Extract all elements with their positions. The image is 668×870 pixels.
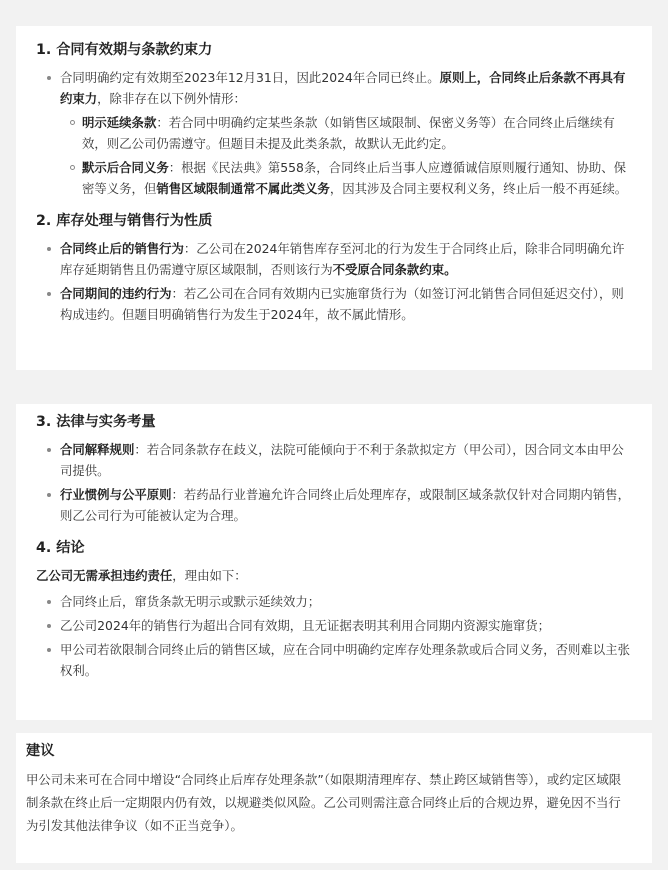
text: 甲公司若欲限制合同终止后的销售区域，应在合同中明确约定库存处理条款或后合同义务，否则难以主张权利。 bbox=[60, 642, 630, 678]
text: ：若合同中明确约定某些条款（如销售区域限制、保密义务等）在合同终止后继续有效，则乙公司仍需遵守。但题目未提及此类条款，故默认无此约定。 bbox=[82, 115, 615, 151]
bold-text: 明示延续条款 bbox=[82, 115, 157, 130]
heading-legal: 3. 法律与实务考量 bbox=[36, 414, 156, 430]
heading-validity: 1. 合同有效期与条款约束力 bbox=[36, 42, 213, 58]
bold-text: 行业惯例与公平原则 bbox=[60, 487, 172, 502]
section-card-3 bbox=[16, 733, 652, 863]
text: ：根据《民法典》第558条，合同终止后当事人应遵循诚信原则履行通知、协助、保密等义务，但 bbox=[82, 160, 627, 196]
text: ：若药品行业普遍允许合同终止后处理库存，或限制区域条款仅针对合同期内销售，则乙公司行为可能被认定为合理。 bbox=[60, 487, 630, 523]
section-card-1 bbox=[16, 26, 652, 370]
text: 乙公司2024年的销售行为超出合同有效期，且无证据表明其利用合同期内资源实施窜货； bbox=[60, 618, 550, 633]
sublist-exceptions bbox=[60, 112, 630, 199]
list-item bbox=[36, 283, 630, 325]
bold-text: 合同期间的违约行为 bbox=[60, 286, 172, 301]
list-item bbox=[60, 157, 630, 199]
bold-text: 销售区域限制通常不属此类义务 bbox=[156, 181, 330, 196]
suggestion-text: 甲公司未来可在合同中增设“合同终止后库存处理条款”（如限期清理库存、禁止跨区域销售等），或约定区域限制条款在终止后一定期限内仍有效，以规避类似风险。乙公司则需注意合同终止后的合规边界，避免因不当行为引发其他法律争议（如不正当竞争）。 bbox=[26, 772, 622, 833]
text: ，除非存在以下例外情形： bbox=[97, 91, 246, 106]
list-item bbox=[36, 484, 630, 526]
conclusion-lead bbox=[36, 565, 630, 586]
bold-text: 乙公司无需承担违约责任 bbox=[36, 568, 173, 583]
bold-text: 默示后合同义务 bbox=[82, 160, 169, 175]
list-item bbox=[36, 639, 630, 681]
list-inventory bbox=[36, 238, 630, 325]
list-conclusion bbox=[36, 591, 630, 681]
list-legal bbox=[36, 439, 630, 526]
bold-text: 合同解释规则 bbox=[60, 442, 135, 457]
bold-text: 不受原合同条款约束。 bbox=[332, 262, 457, 277]
text: ，因其涉及合同主要权利义务，终止后一般不再延续。 bbox=[329, 181, 628, 196]
list-item bbox=[36, 439, 630, 481]
list-item bbox=[36, 591, 630, 612]
list-item bbox=[36, 67, 630, 199]
list-item bbox=[60, 112, 630, 154]
list-item bbox=[36, 238, 630, 280]
text: ：乙公司在2024年销售库存至河北的行为发生于合同终止后，除非合同明确允许库存延期销售且仍需遵守原区域限制，否则该行为 bbox=[60, 241, 625, 277]
text: ：若乙公司在合同有效期内已实施窜货行为（如签订河北销售合同但延迟交付），则构成违约。但题目明确销售行为发生于2024年，故不属此情形。 bbox=[60, 286, 624, 322]
bold-text: 原则上，合同终止后条款不再具有约束力 bbox=[60, 70, 626, 106]
text: ：若合同条款存在歧义，法院可能倾向于不利于条款拟定方（甲公司），因合同文本由甲公司提供。 bbox=[60, 442, 624, 478]
heading-inventory: 2. 库存处理与销售行为性质 bbox=[36, 213, 213, 229]
heading-suggestion: 建议 bbox=[26, 743, 55, 759]
section-card-2 bbox=[16, 404, 652, 720]
text: 合同终止后，窜货条款无明示或默示延续效力； bbox=[60, 594, 321, 609]
list-item bbox=[36, 615, 630, 636]
text: ，理由如下： bbox=[172, 568, 247, 583]
heading-conclusion: 4. 结论 bbox=[36, 540, 85, 556]
text: 合同明确约定有效期至2023年12月31日，因此2024年合同已终止。 bbox=[60, 70, 440, 85]
list-validity bbox=[36, 67, 630, 199]
bold-text: 合同终止后的销售行为 bbox=[60, 241, 184, 256]
